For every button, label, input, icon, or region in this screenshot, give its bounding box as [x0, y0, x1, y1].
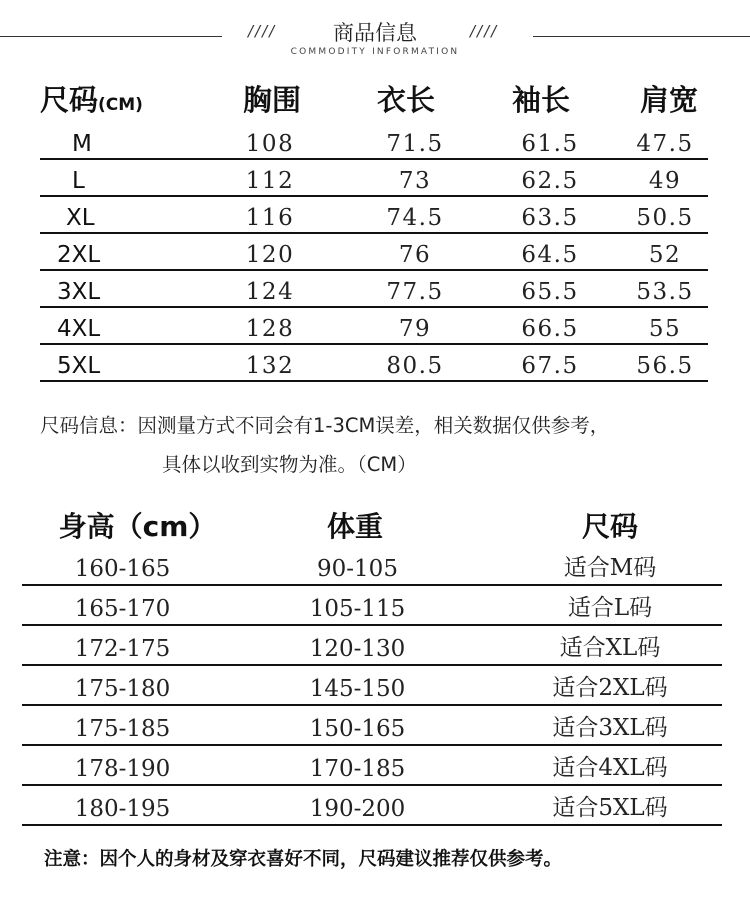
fit-table-row — [0, 786, 750, 826]
size-table-header — [0, 76, 750, 120]
size-cell-shoulder: 52 — [648, 242, 682, 268]
fit-cell-weight: 120-130 — [309, 636, 406, 662]
size-table-row — [0, 161, 750, 197]
header-title: 商品信息 — [333, 21, 417, 45]
size-cell-shoulder: 55 — [648, 316, 682, 342]
header-shoulder: 肩宽 — [640, 83, 699, 117]
size-cell-chest: 124 — [245, 279, 295, 305]
footer-note: 注意：因个人的身材及穿衣喜好不同，尺码建议推荐仅供参考。 — [44, 849, 563, 870]
fit-cell-size: 适合XL码 — [559, 635, 661, 661]
row-divider — [40, 158, 708, 160]
fit-cell-weight: 150-165 — [309, 716, 406, 742]
fit-cell-height: 175-180 — [74, 676, 171, 702]
fit-table-header — [0, 505, 750, 545]
size-table-row — [0, 124, 750, 160]
size-cell-sleeve: 65.5 — [521, 279, 579, 305]
size-cell-sleeve: 61.5 — [521, 131, 579, 157]
size-cell-size: 2XL — [57, 242, 101, 268]
fit-cell-height: 160-165 — [74, 556, 171, 582]
size-cell-chest: 116 — [245, 205, 295, 231]
fit-cell-height: 172-175 — [74, 636, 171, 662]
fit-cell-height: 165-170 — [74, 596, 171, 622]
size-cell-sleeve: 67.5 — [521, 353, 579, 379]
size-cell-chest: 112 — [245, 168, 295, 194]
size-cell-sleeve: 66.5 — [521, 316, 579, 342]
fit-table-row — [0, 706, 750, 746]
header-height: 身高（cm） — [58, 510, 217, 543]
header-chest: 胸围 — [243, 83, 302, 117]
size-cell-shoulder: 53.5 — [636, 279, 694, 305]
size-cell-shoulder: 50.5 — [636, 205, 694, 231]
size-cell-size: XL — [66, 205, 95, 231]
size-cell-size: 5XL — [57, 353, 101, 379]
size-cell-length: 79 — [398, 316, 432, 342]
size-cell-chest: 128 — [245, 316, 295, 342]
size-cell-chest: 132 — [245, 353, 295, 379]
fit-cell-size: 适合4XL码 — [552, 755, 668, 781]
header-length: 衣长 — [377, 83, 436, 117]
row-divider — [22, 824, 722, 826]
fit-cell-weight: 170-185 — [309, 756, 406, 782]
header-size — [40, 78, 143, 119]
header-sleeve: 袖长 — [512, 83, 571, 117]
size-table-row — [0, 309, 750, 345]
size-cell-chest: 108 — [245, 131, 295, 157]
size-cell-sleeve: 62.5 — [521, 168, 579, 194]
fit-table-row — [0, 746, 750, 786]
fit-cell-height: 175-185 — [74, 716, 171, 742]
size-note-line1: 尺码信息：因测量方式不同会有1-3CM误差，相关数据仅供参考， — [40, 414, 610, 437]
row-divider — [40, 232, 708, 234]
fit-cell-weight: 145-150 — [309, 676, 406, 702]
header-fit-size: 尺码 — [581, 510, 638, 543]
header-size-label: 尺码 — [40, 83, 99, 117]
header-slashes-left: //// — [248, 22, 277, 40]
row-divider — [40, 380, 708, 382]
size-table-row — [0, 198, 750, 234]
fit-cell-height: 178-190 — [74, 756, 171, 782]
size-cell-shoulder: 49 — [648, 168, 682, 194]
size-cell-size: L — [72, 168, 85, 194]
fit-table-row — [0, 666, 750, 706]
row-divider — [40, 306, 708, 308]
size-cell-length: 80.5 — [386, 353, 444, 379]
size-cell-size: 4XL — [57, 316, 101, 342]
size-note-line2: 具体以收到实物为准。（CM） — [162, 453, 417, 476]
fit-cell-weight: 105-115 — [309, 596, 406, 622]
size-cell-size: 3XL — [57, 279, 101, 305]
header-slashes-right: //// — [470, 22, 499, 40]
size-cell-chest: 120 — [245, 242, 295, 268]
fit-table-row — [0, 586, 750, 626]
size-cell-length: 71.5 — [386, 131, 444, 157]
size-table-row — [0, 235, 750, 271]
fit-cell-size: 适合2XL码 — [552, 675, 668, 701]
size-cell-sleeve: 63.5 — [521, 205, 579, 231]
row-divider — [40, 343, 708, 345]
fit-cell-weight: 190-200 — [309, 796, 406, 822]
section-header — [0, 0, 750, 70]
header-weight: 体重 — [326, 510, 383, 543]
fit-cell-height: 180-195 — [74, 796, 171, 822]
size-cell-length: 74.5 — [386, 205, 444, 231]
header-size-unit: (CM) — [98, 95, 143, 115]
fit-table-row — [0, 546, 750, 586]
size-cell-shoulder: 56.5 — [636, 353, 694, 379]
size-cell-sleeve: 64.5 — [521, 242, 579, 268]
size-cell-size: M — [72, 131, 92, 157]
header-divider-right — [533, 36, 750, 37]
size-cell-length: 73 — [398, 168, 432, 194]
row-divider — [40, 195, 708, 197]
size-table-row — [0, 346, 750, 382]
fit-cell-size: 适合M码 — [563, 555, 657, 581]
size-cell-length: 77.5 — [386, 279, 444, 305]
fit-cell-size: 适合3XL码 — [552, 715, 668, 741]
size-cell-shoulder: 47.5 — [636, 131, 694, 157]
header-divider-left — [0, 36, 222, 37]
row-divider — [40, 269, 708, 271]
fit-cell-size: 适合L码 — [567, 595, 653, 621]
size-table-row — [0, 272, 750, 308]
fit-table-row — [0, 626, 750, 666]
fit-cell-size: 适合5XL码 — [552, 795, 668, 821]
fit-cell-weight: 90-105 — [317, 556, 398, 582]
size-cell-length: 76 — [398, 242, 432, 268]
header-subtitle: COMMODITY INFORMATION — [290, 47, 460, 57]
